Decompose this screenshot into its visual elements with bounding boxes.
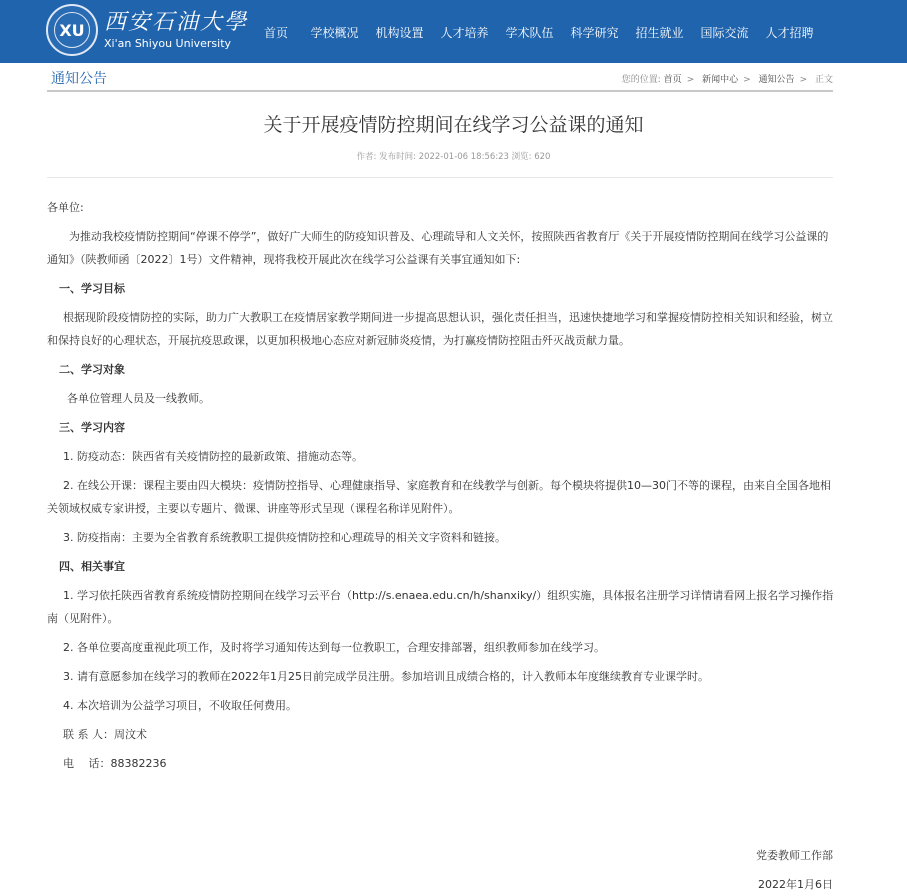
nav-admissions[interactable]: 招生就业 (635, 26, 684, 40)
breadcrumb-label: 您的位置: (621, 75, 661, 85)
article-body (47, 196, 837, 781)
paragraph: 各单位管理人员及一线教师。 (67, 392, 210, 405)
site-header (0, 0, 907, 63)
paragraph: 根据现阶段疫情防控的实际，助力广大教职工在疫情居家教学期间进一步提高思想认识，强化责任担当，迅速快捷地学习和掌握疫情防控相关知识和经验，树立和保持良好的心理状态，开展抗疫思政课，以更加积极地心态应对新冠肺炎疫情，为打赢疫情防控阻击歼灭战贡献力量。 (47, 311, 833, 347)
signature: 党委教师工作部 (756, 849, 833, 862)
breadcrumb (622, 72, 833, 85)
contact-phone: 电 话：88382236 (63, 757, 167, 770)
nav-international[interactable]: 国际交流 (700, 26, 749, 40)
breadcrumb-home[interactable]: 首页 (663, 75, 682, 85)
nav-about[interactable]: 学校概况 (310, 26, 359, 40)
logo-cn: 西安石油大學 (104, 10, 249, 35)
list-item: 1. 防疫动态：陕西省有关疫情防控的最新政策、措施动态等。 (63, 450, 363, 463)
breadcrumb-current: 正文 (814, 75, 833, 85)
list-item: 4. 本次培训为公益学习项目，不收取任何费用。 (63, 699, 297, 712)
salutation: 各单位: (47, 201, 84, 214)
nav-education[interactable]: 人才培养 (440, 26, 489, 40)
intro-paragraph: 为推动我校疫情防控期间“停课不停学”，做好广大师生的防疫知识普及、心理疏导和人文关怀，按照陕西省教育厅《关于开展疫情防控期间在线学习公益课的通知》（陕教师函〔2022〕1号）文件精神，现将我校开展此次在线学习公益课有关事宜通知如下: (47, 230, 829, 266)
article-meta: 作者: 发布时间: 2022-01-06 18:56:23 浏览: 620 (356, 152, 551, 162)
contact-person: 联 系 人：周汶术 (63, 728, 147, 741)
breadcrumb-news[interactable]: 新闻中心 (702, 75, 739, 85)
nav-home[interactable]: 首页 (264, 26, 289, 40)
breadcrumb-separator: > (686, 75, 695, 85)
list-item: 3. 请有意愿参加在线学习的教师在2022年1月25日前完成学员注册。参加培训且成绩合格的，计入教师本年度继续教育专业课学时。 (63, 670, 709, 683)
list-item: 2. 在线公开课：课程主要由四大模块：疫情防控指导、心理健康指导、家庭教育和在线教学与创新。每个模块将提供10—30门不等的课程，由来自全国各地相关领域权威专家讲授，主要以专题片、微课、讲座等形式呈现（课程名称详见附件）。 (47, 479, 831, 515)
nav-faculty[interactable]: 学术队伍 (505, 26, 554, 40)
main-nav (252, 24, 822, 41)
breadcrumb-separator: > (799, 75, 808, 85)
list-item: 3. 防疫指南：主要为全省教育系统教职工提供疫情防控和心理疏导的相关文字资料和链接。 (63, 531, 506, 544)
divider (47, 177, 833, 178)
list-item: 1. 学习依托陕西省教育系统疫情防控期间在线学习云平台（http://s.enaea.edu.cn/h/shanxiky/）组织实施，具体报名注册学习详情请看网上报名学习操作指南（见附件）。 (47, 589, 834, 625)
list-item: 2. 各单位要高度重视此项工作，及时将学习通知传达到每一位教职工，合理安排部署，组织教师参加在线学习。 (63, 641, 605, 654)
breadcrumb-separator: > (743, 75, 751, 85)
section-heading: 三、学习内容 (59, 421, 125, 434)
logo-en: Xi'an Shiyou University (104, 37, 232, 50)
university-logo[interactable] (46, 4, 248, 56)
section-heading: 四、相关事宜 (59, 560, 125, 573)
section-heading: 二、学习对象 (59, 363, 125, 376)
signature-date: 2022年1月6日 (758, 878, 833, 891)
breadcrumb-notices[interactable]: 通知公告 (758, 75, 795, 85)
nav-recruitment[interactable]: 人才招聘 (765, 26, 814, 40)
section-bar (47, 63, 833, 92)
university-seal: XU (46, 4, 98, 56)
article-title: 关于开展疫情防控期间在线学习公益课的通知 (263, 114, 644, 136)
nav-research[interactable]: 科学研究 (570, 26, 619, 40)
section-heading: 一、学习目标 (59, 282, 125, 295)
section-title: 通知公告 (51, 71, 107, 87)
nav-organization[interactable]: 机构设置 (375, 26, 424, 40)
